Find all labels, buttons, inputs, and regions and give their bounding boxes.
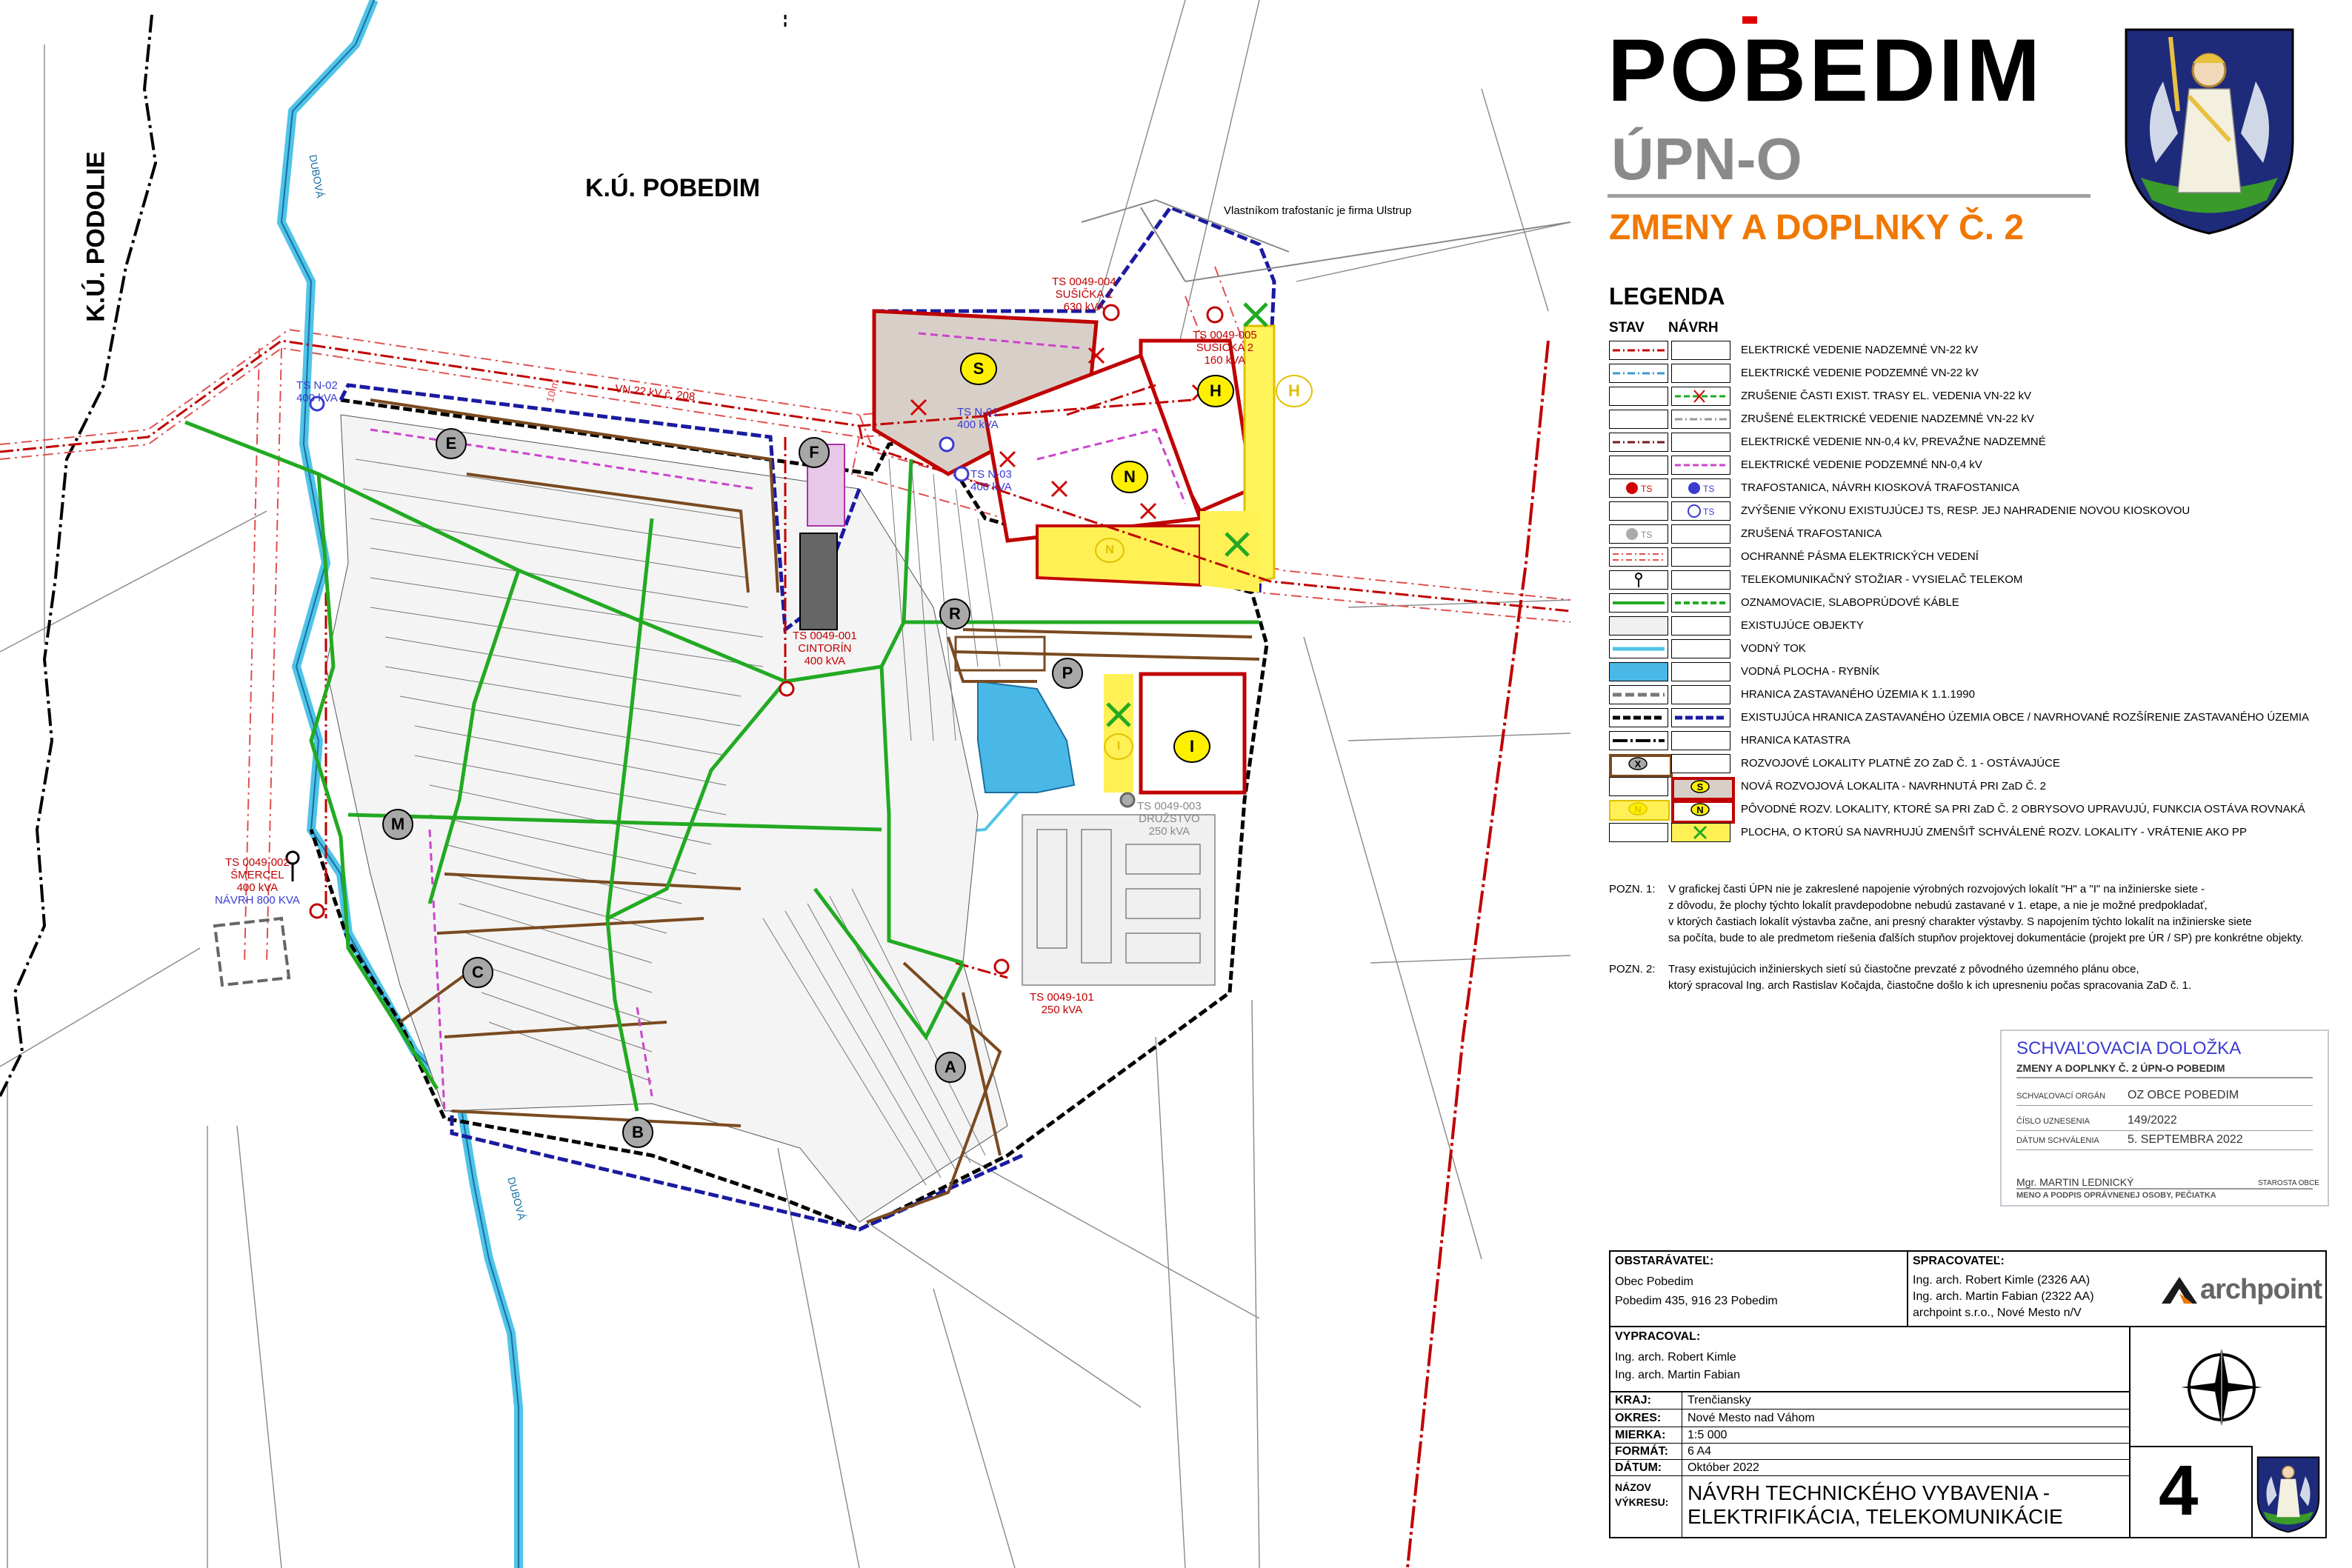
kraj-value: Trenčiansky [1688, 1394, 1751, 1407]
approval-date-label: DÁTUM SCHVÁLENIA [2016, 1136, 2099, 1145]
svg-text:N: N [1696, 804, 1704, 815]
legend-item: HRANICA ZASTAVANÉHO ÚZEMIA K 1.1.1990 [1609, 684, 2350, 706]
ku-pobedim-label: K.Ú. POBEDIM [585, 174, 761, 202]
approval-organ-value: OZ OBCE POBEDIM [2128, 1089, 2239, 1101]
spracovatel-3: archpoint s.r.o., Nové Mesto n/V [1913, 1307, 2082, 1319]
approval-signature-label: MENO A PODPIS OPRÁVNENEJ OSOBY, PEČIATKA [2016, 1191, 2216, 1200]
locality-m: M [382, 809, 413, 840]
protection-zone-label: 10 m [543, 378, 562, 404]
legend-item: ELEKTRICKÉ VEDENIE PODZEMNÉ NN-0,4 kV [1609, 454, 2350, 476]
approval-date-value: 5. SEPTEMBRA 2022 [2128, 1133, 2243, 1146]
nazov-label-2: VÝKRESU: [1615, 1496, 1669, 1508]
legend-item: HRANICA KATASTRA [1609, 730, 2350, 752]
locality-h: H [1197, 375, 1234, 407]
legend-item: TS TS TRAFOSTANICA, NÁVRH KIOSKOVÁ TRAFOSTANICA [1609, 477, 2350, 499]
obstaravatel-address: Pobedim 435, 916 23 Pobedim [1615, 1295, 1778, 1307]
ku-podolie-label: K.Ú. PODOLIE [81, 151, 110, 322]
datum-label: DÁTUM: [1615, 1461, 1662, 1474]
legend-item: ZRUŠENÉ ELEKTRICKÉ VEDENIE NADZEMNÉ VN-22 kV [1609, 408, 2350, 430]
ts-label-susicka1: TS 0049-004 SUŠIČKA 1 630 kVA [1052, 276, 1116, 313]
approval-resolution-value: 149/2022 [2128, 1114, 2177, 1127]
archpoint-logo: archpoint [2159, 1272, 2322, 1308]
vypracoval-1: Ing. arch. Robert Kimle [1615, 1351, 1736, 1364]
format-value: 6 A4 [1688, 1445, 1712, 1458]
pond [978, 681, 1074, 793]
approval-mayor-name: Mgr. MARTIN LEDNICKÝ [2016, 1176, 2134, 1188]
spracovatel-2: Ing. arch. Martin Fabian (2322 AA) [1913, 1290, 2094, 1303]
legend-item: S NOVÁ ROZVOJOVÁ LOKALITA - NAVRHNUTÁ PRI ZaD Č. 2 [1609, 775, 2350, 798]
locality-i-outline: I [1104, 733, 1133, 760]
cadastral-boundary-west [0, 15, 156, 1096]
locality-h-outline: H [1276, 375, 1313, 407]
amendment-title: ZMENY A DOPLNKY Č. 2 [1609, 208, 2025, 247]
mierka-label: MIERKA: [1615, 1429, 1666, 1441]
legend-item: ELEKTRICKÉ VEDENIE NN-0,4 kV, PREVAŽNE NADZEMNÉ [1609, 431, 2350, 453]
locality-c: C [462, 957, 493, 988]
legend-item: ZRUŠENIE ČASTI EXIST. TRASY EL. VEDENIA VN-22 kV [1609, 385, 2350, 407]
page-subtitle: ÚPN-O [1611, 126, 1802, 192]
legend-col-navrh: NÁVRH [1668, 320, 1719, 336]
nazov-label-1: NÁZOV [1615, 1481, 1651, 1493]
river-label-bottom: DUBOVÁ [505, 1175, 528, 1221]
built-up-boundary-1990 [215, 918, 289, 985]
svg-text:S: S [1696, 781, 1704, 793]
svg-text:X: X [1634, 758, 1642, 770]
locality-e: E [436, 428, 467, 459]
vypracoval-2: Ing. arch. Martin Fabian [1615, 1369, 1740, 1381]
legend-item: VODNÁ PLOCHA - RYBNÍK [1609, 661, 2350, 683]
locality-n-outline: N [1095, 538, 1125, 563]
kraj-label: KRAJ: [1615, 1394, 1651, 1407]
vypracoval-label: VYPRACOVAL: [1615, 1330, 1701, 1343]
ownership-note: Vlastníkom trafostaníc je firma Ulstrup [1224, 204, 1412, 217]
legend-item: EXISTUJÚCA HRANICA ZASTAVANÉHO ÚZEMIA OBCE / NAVRHOVANÉ ROZŠÍRENIE ZASTAVANÉHO ÚZEMIA [1609, 707, 2350, 729]
legend-item: N N PÔVODNÉ ROZV. LOKALITY, KTORÉ SA PRI ZaD Č. 2 OBRYSOVO UPRAVUJÚ, FUNKCIA OSTÁVA ROVNAKÁ [1609, 798, 2350, 821]
approval-clause [2000, 1030, 2329, 1207]
note-2: POZN. 2: Trasy existujúcich inžinierskych sietí sú čiastočne prevzaté z pôvodného územného plánu obce, ktorý spracoval Ing. arch Rastislav Kočajda, čiastočne došlo k ich upresneniu počas spracovania ZaD č. 1. [1609, 963, 2192, 992]
note-1: POZN. 1: V grafickej časti ÚPN nie je zakreslené napojenie výrobných rozvojových lokalít "H" a "I" na inžinierske siete - z dôvodu, že plochy týchto lokalít pravdepodobne nebudú zastavané v 1. etape, a nie je možné predpokladať, v ktorých častiach lokalít výstavba začne, ani presný charakter výstavby. S napojením týchto lokalít na inžinierske siete sa počíta, bude to ale predmetom riešenia ďalších stupňov projektovej dokumentácie (projekt pre ÚR / SP) pre konkrétne objekty. [1609, 883, 2304, 944]
coat-of-arms-icon [2119, 22, 2300, 237]
river-label-top: DUBOVÁ [307, 153, 327, 199]
svg-text:TS: TS [1703, 507, 1715, 517]
locality-r: R [939, 598, 970, 630]
approval-resolution-label: ČÍSLO UZNESENIA [2016, 1117, 2091, 1126]
obstaravatel-label: OBSTARÁVATEĽ: [1615, 1255, 1714, 1267]
approval-title: SCHVAĽOVACIA DOLOŽKA [2016, 1038, 2242, 1058]
legend-item: TS ZRUŠENÁ TRAFOSTANICA [1609, 523, 2350, 545]
ts-label-susicka2: TS 0049-005 SUŠIČKA 2 160 kVA [1193, 329, 1257, 367]
legend-item: X ROZVOJOVÉ LOKALITY PLATNÉ ZO ZaD Č. 1 - OSTÁVAJÚCE [1609, 753, 2350, 775]
legend-item: OCHRANNÉ PÁSMA ELEKTRICKÝCH VEDENÍ [1609, 546, 2350, 568]
svg-text:TS: TS [1703, 484, 1715, 494]
coat-of-arms-small-icon [2255, 1453, 2322, 1535]
drawing-title-2: ELEKTRIFIKÁCIA, TELEKOMUNIKÁCIE [1688, 1505, 2063, 1528]
svg-text:N: N [1634, 804, 1642, 815]
spracovatel-label: SPRACOVATEĽ: [1913, 1255, 2005, 1267]
legend-item: TELEKOMUNIKAČNÝ STOŽIAR - VYSIELAČ TELEKOM [1609, 569, 2350, 591]
svg-text:TS: TS [1641, 530, 1653, 540]
approval-subtitle: ZMENY A DOPLNKY Č. 2 ÚPN-O POBEDIM [2016, 1062, 2225, 1074]
obstaravatel-name: Obec Pobedim [1615, 1275, 1693, 1288]
legend-item: OZNAMOVACIE, SLABOPRÚDOVÉ KÁBLE [1609, 592, 2350, 614]
spracovatel-1: Ing. arch. Robert Kimle (2326 AA) [1913, 1274, 2091, 1287]
okres-label: OKRES: [1615, 1412, 1662, 1424]
archpoint-logo-icon [2159, 1274, 2200, 1307]
ts-label-n01: TS N-01 400 kVA [957, 406, 999, 431]
format-label: FORMÁT: [1615, 1445, 1668, 1458]
datum-value: Október 2022 [1688, 1461, 1759, 1474]
legend-heading: LEGENDA [1609, 283, 1725, 310]
ts-label-cintorin: TS 0049-001 CINTORÍN 400 kVA [793, 630, 857, 667]
ts-label-druzstvo: TS 0049-003 DRUŽSTVO 250 kVA [1137, 800, 1202, 838]
mierka-value: 1:5 000 [1688, 1429, 1728, 1441]
locality-b: B [622, 1117, 653, 1148]
page-title: POBEDIM [1608, 21, 2044, 120]
locality-n: N [1111, 461, 1148, 493]
approval-mayor-role: STAROSTA OBCE [2258, 1179, 2319, 1187]
ts-label-0049-101: TS 0049-101 250 kVA [1030, 991, 1094, 1016]
legend-item: VODNÝ TOK [1609, 638, 2350, 660]
svg-text:TS: TS [1641, 484, 1653, 494]
legend-item: TS ZVÝŠENIE VÝKONU EXISTUJÚCEJ TS, RESP. JEJ NAHRADENIE NOVOU KIOSKOVOU [1609, 500, 2350, 522]
vn-line-label: VN 22 kV č. 208 [614, 382, 696, 404]
legend-col-stav: STAV [1609, 320, 1645, 336]
locality-s: S [960, 353, 997, 385]
sheet-number: 4 [2159, 1451, 2199, 1530]
locality-f: F [799, 437, 830, 468]
title-block [1609, 1250, 2327, 1538]
legend-item: EXISTUJÚCE OBJEKTY [1609, 615, 2350, 637]
drawing-title-1: NÁVRH TECHNICKÉHO VYBAVENIA - [1688, 1481, 2050, 1504]
cadastral-boundary-east [1407, 341, 1548, 1568]
north-arrow-icon [2173, 1339, 2270, 1435]
title-divider [1608, 194, 2091, 198]
ts-label-smercel: TS 0049-002 ŠMERCEL 400 kVA NÁVRH 800 KVA [215, 856, 300, 907]
farm-cooperative [1022, 815, 1215, 985]
locality-i: I [1173, 730, 1210, 763]
locality-a: A [935, 1052, 966, 1083]
legend-item: ELEKTRICKÉ VEDENIE NADZEMNÉ VN-22 kV [1609, 339, 2350, 361]
ts-label-n03: TS N-03 400 kVA [970, 468, 1012, 493]
ts-label-n02: TS N-02 400 kVA [296, 379, 338, 404]
okres-value: Nové Mesto nad Váhom [1688, 1412, 1815, 1424]
approval-organ-label: SCHVAĽOVACÍ ORGÁN [2016, 1092, 2106, 1101]
legend-item: ELEKTRICKÉ VEDENIE PODZEMNÉ VN-22 kV [1609, 362, 2350, 384]
legend-item: PLOCHA, O KTORÚ SA NAVRHUJÚ ZMENŠIŤ SCHVÁLENÉ ROZV. LOKALITY - VRÁTENIE AKO PP [1609, 821, 2350, 844]
locality-p: P [1052, 658, 1083, 689]
